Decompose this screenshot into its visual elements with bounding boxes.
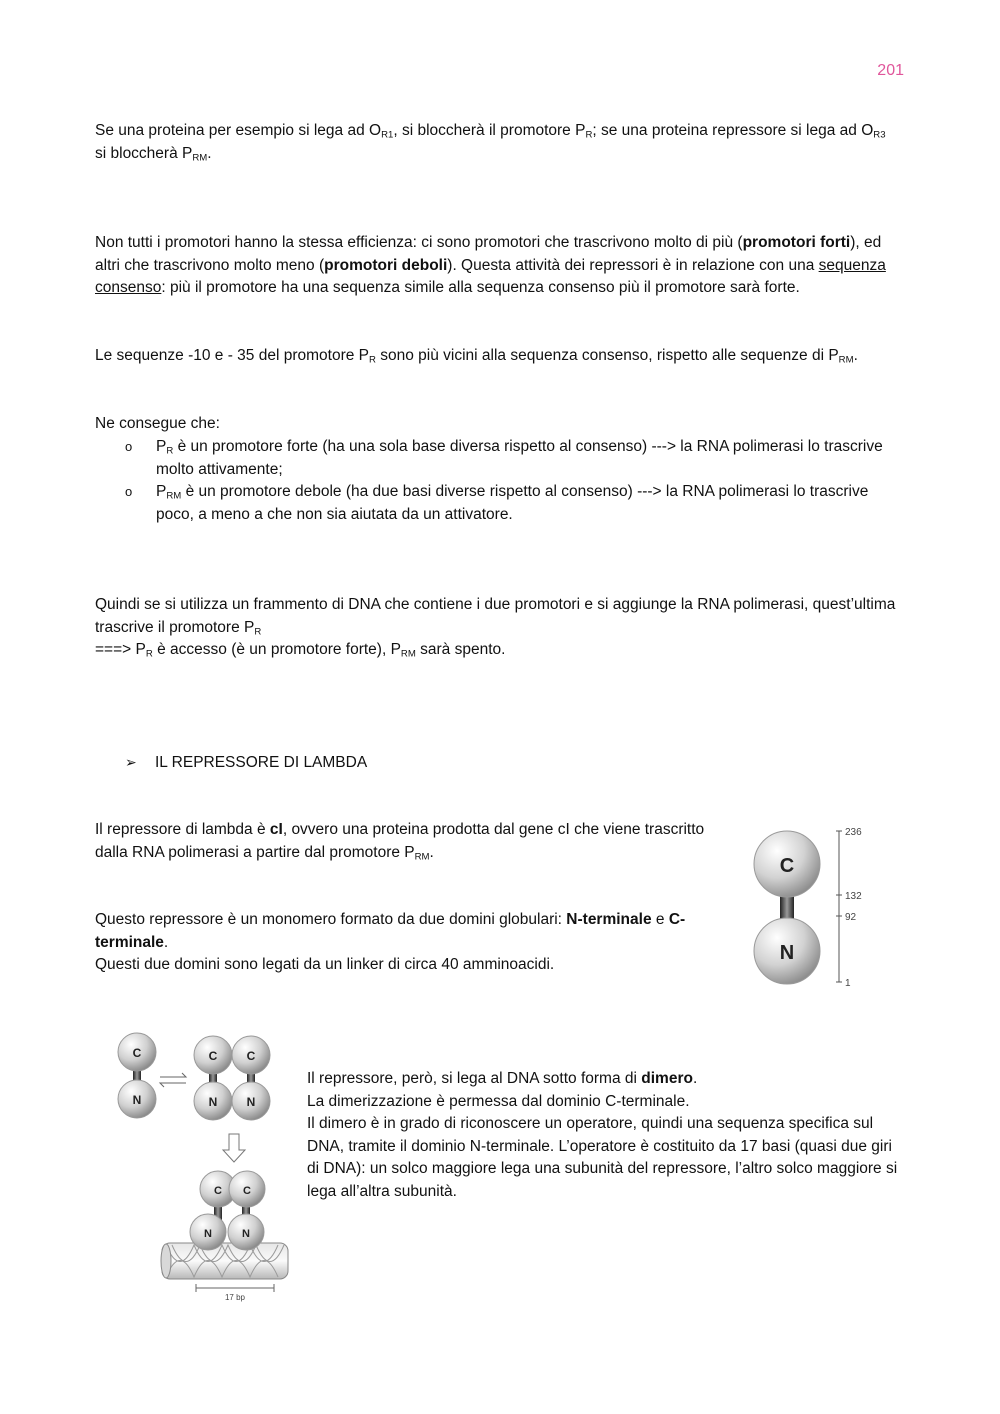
section-title: IL REPRESSORE DI LAMBDA xyxy=(155,754,368,771)
scale-label: 236 xyxy=(845,827,862,838)
paragraph-promoter-sequences: Le sequenze -10 e - 35 del promotore $P_R$ sono più vicini alla sequenza consenso, rispetto alle sequenze di $P_{RM}$. xyxy=(95,347,858,366)
n-domain-label: N xyxy=(779,942,795,964)
down-arrow-icon xyxy=(223,1134,245,1162)
svg-text:N: N xyxy=(246,1095,256,1109)
paragraph-dna-fragment: Quindi se si utilizza un frammento di DNA che contiene i due promotori e si aggiunge la RNA polimerasi, quest’ultima trascrive il promotore $P_R$ ===> $P_R$ è accesso (è un promotore forte), $P_{RM}$ sarà spento. xyxy=(95,596,896,660)
svg-text:N: N xyxy=(242,1228,250,1240)
svg-text:N: N xyxy=(132,1093,142,1107)
paragraph-consequence-intro: Ne consegue che: xyxy=(95,415,220,432)
paragraph-lambda-repressor: Il repressore di lambda è cI, ovvero una proteina prodotta dal gene cI che viene trascritto dalla RNA polimerasi a partire dal promotore $P_{RM}$. xyxy=(95,821,705,862)
bullet-marker: o xyxy=(125,439,133,454)
svg-text:C: C xyxy=(132,1046,142,1060)
dna-helix xyxy=(161,1243,288,1279)
paragraph-operator-binding: Se una proteina per esempio si lega ad $O_{R1}$, si bloccherà il promotore $P_R$; se una proteina repressore si lega ad $O_{R3}$ si bloccherà $P_{RM}$. xyxy=(95,122,886,163)
arrow-bullet-icon: ➢ xyxy=(125,754,137,770)
list-item: o $P_R$ è un promotore forte (ha una sola base diversa rispetto al consenso) ---> la RNA polimerasi lo trascrive molto attivamente; xyxy=(125,438,883,478)
monomer-figure xyxy=(745,820,875,995)
scale-label: 92 xyxy=(845,912,857,923)
c-domain-label: C xyxy=(779,855,795,877)
svg-text:N: N xyxy=(204,1228,212,1240)
page-number: 201 xyxy=(877,62,904,79)
consequence-list xyxy=(95,436,900,526)
svg-text:C: C xyxy=(246,1049,256,1063)
svg-text:N: N xyxy=(208,1095,218,1109)
svg-text:C: C xyxy=(214,1185,222,1197)
scale-label: 132 xyxy=(845,891,862,902)
paragraph-dimer-binding: Il repressore, però, si lega al DNA sotto forma di dimero. La dimerizzazione è permessa dal dominio C-terminale. Il dimero è in grado di riconoscere un operatore, quindi una sequenza specifica sul DNA, tramite il dominio N-terminale. L’operatore è costituito da 17 basi (quasi due giri di DNA): un solco maggiore lega una subunità del repressore, l’altro solco maggiore si lega all’altra subunità. xyxy=(307,1070,898,1200)
paragraph-promoter-efficiency: Non tutti i promotori hanno la stessa efficienza: ci sono promotori che trascrivono molto di più (promotori forti), ed altri che trascrivono molto meno (promotori deboli). Questa attività dei repressori è in relazione con una sequenza consenso: più il promotore ha una sequenza simile alla sequenza consenso più il promotore sarà forte. xyxy=(95,234,886,296)
bullet-marker: o xyxy=(125,484,133,499)
scale-label: 1 xyxy=(845,978,851,989)
paragraph-monomer-domains: Questo repressore è un monomero formato da due domini globulari: N-terminale e C-terminale. Questi due domini sono legati da un linker di circa 40 amminoacidi. xyxy=(95,911,686,973)
dimer-figure xyxy=(110,1030,300,1310)
bp-label: 17 bp xyxy=(224,1293,246,1302)
svg-text:C: C xyxy=(208,1049,218,1063)
section-heading xyxy=(125,751,367,775)
svg-text:C: C xyxy=(243,1185,251,1197)
list-item: o $P_{RM}$ è un promotore debole (ha due basi diverse rispetto al consenso) ---> la RNA polimerasi lo trascrive poco, a meno a che non sia aiutata da un attivatore. xyxy=(125,483,869,523)
equilibrium-arrows-icon xyxy=(160,1073,186,1087)
